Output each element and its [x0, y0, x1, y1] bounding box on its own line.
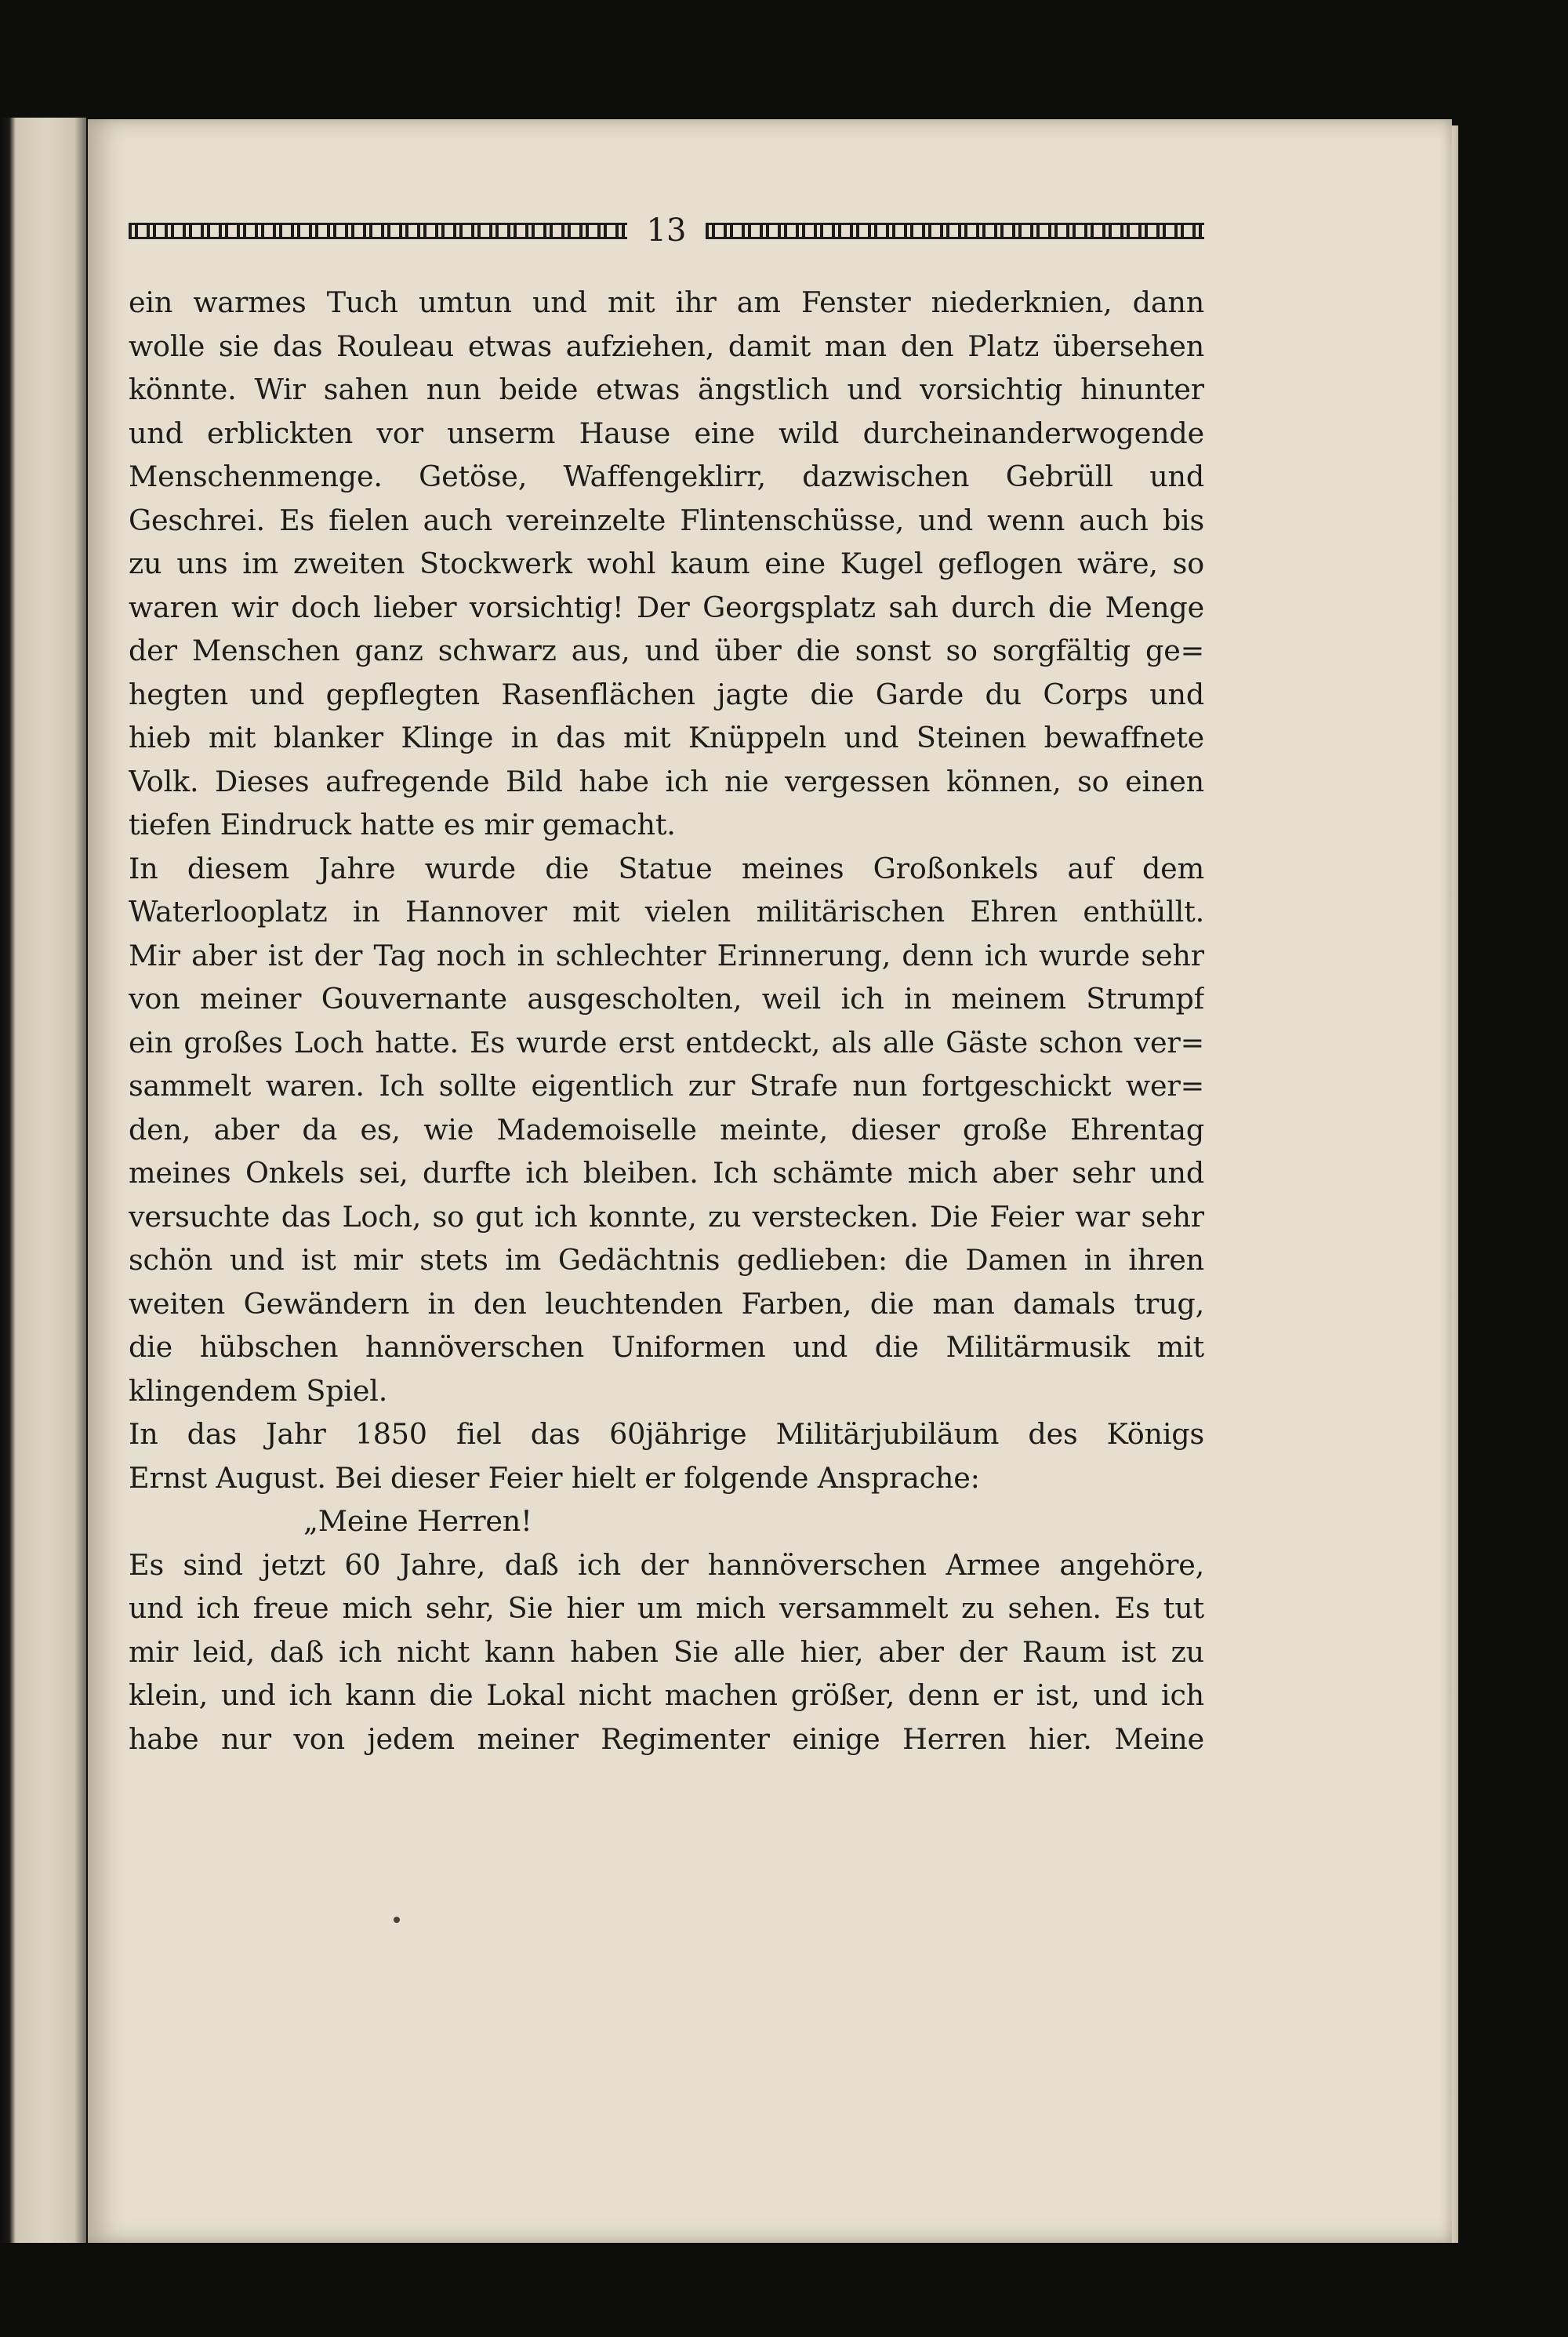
text-line: versuchte das Loch, so gut ich konnte, zu verstecken. Die Feier war sehr	[129, 1199, 1204, 1234]
text-line: Geschrei. Es fielen auch vereinzelte Flintenschüsse, und wenn auch bis	[129, 503, 1204, 537]
running-header	[129, 212, 1204, 249]
text-line: zu uns im zweiten Stockwerk wohl kaum eine Kugel geflogen wäre, so	[129, 547, 1204, 580]
text-line: Es sind jetzt 60 Jahre, daß ich der hannöverschen Armee angehöre,	[129, 1547, 1204, 1582]
page-fore-edge	[1452, 125, 1458, 2243]
text-line: hieb mit blanker Klinge in das mit Knüppeln und Steinen bewaffnete	[129, 721, 1204, 754]
text-line: von meiner Gouvernante ausgescholten, weil ich in meinem Strumpf	[129, 982, 1204, 1016]
text-line: hegten und gepflegten Rasenflächen jagte die Garde du Corps und	[129, 677, 1204, 711]
text-line: waren wir doch lieber vorsichtig! Der Georgsplatz sah durch die Menge	[129, 590, 1204, 624]
text-line: klein, und ich kann die Lokal nicht machen größer, denn er ist, und ich	[129, 1678, 1204, 1712]
facing-page-edge	[0, 118, 86, 2243]
text-line: sammelt waren. Ich sollte eigentlich zur Strafe nun fortgeschickt wer=	[129, 1069, 1204, 1103]
text-line: Ernst August. Bei dieser Feier hielt er folgende Ansprache:	[129, 1460, 980, 1495]
text-line: klingendem Spiel.	[129, 1373, 388, 1408]
ornament-band-right	[706, 223, 1204, 239]
text-line: habe nur von jedem meiner Regimenter einige Herren hier. Meine	[129, 1721, 1204, 1756]
text-line: den, aber da es, wie Mademoiselle meinte, dieser große Ehrentag	[129, 1112, 1204, 1147]
text-line: weiten Gewändern in den leuchtenden Farben, die man damals trug,	[129, 1286, 1204, 1321]
text-line: mir leid, daß ich nicht kann haben Sie alle hier, aber der Raum ist zu	[129, 1634, 1204, 1669]
text-line: die hübschen hannöverschen Uniformen und die Militärmusik mit	[129, 1330, 1204, 1364]
text-line: könnte. Wir sahen nun beide etwas ängstlich und vorsichtig hinunter	[129, 373, 1204, 406]
text-line: wolle sie das Rouleau etwas aufziehen, damit man den Platz übersehen	[129, 329, 1204, 363]
text-line: und erblickten vor unserm Hause eine wild durcheinanderwogende	[129, 416, 1204, 450]
text-line: ein warmes Tuch umtun und mit ihr am Fenster niederknien, dann	[129, 285, 1204, 319]
text-line: In diesem Jahre wurde die Statue meines Großonkels auf dem	[129, 851, 1204, 885]
text-line: Mir aber ist der Tag noch in schlechter Erinnerung, denn ich wurde sehr	[129, 938, 1204, 972]
text-line: Waterlooplatz in Hannover mit vielen militärischen Ehren enthüllt.	[129, 895, 1204, 929]
page-number: 13	[646, 213, 687, 249]
text-line: ein großes Loch hatte. Es wurde erst entdeckt, als alle Gäste schon ver=	[129, 1025, 1204, 1059]
text-line: Volk. Dieses aufregende Bild habe ich nie vergessen können, so einen	[129, 764, 1204, 798]
body-text	[129, 281, 1204, 1761]
text-line: der Menschen ganz schwarz aus, und über die sonst so sorgfältig ge=	[129, 634, 1204, 667]
text-line: meines Onkels sei, durfte ich bleiben. Ich schämte mich aber sehr und	[129, 1156, 1204, 1190]
text-line: und ich freue mich sehr, Sie hier um mich versammelt zu sehen. Es tut	[129, 1591, 1204, 1625]
ink-speck	[394, 1917, 400, 1923]
text-line: Menschenmenge. Getöse, Waffengeklirr, dazwischen Gebrüll und	[129, 460, 1204, 493]
text-line: tiefen Eindruck hatte es mir gemacht.	[129, 808, 676, 841]
ornament-band-left	[129, 223, 627, 239]
text-line: In das Jahr 1850 fiel das 60jährige Militärjubiläum des Königs	[129, 1417, 1204, 1451]
speech-salutation: „Meine Herren!	[303, 1504, 532, 1538]
text-line: schön und ist mir stets im Gedächtnis gedlieben: die Damen in ihren	[129, 1243, 1204, 1277]
